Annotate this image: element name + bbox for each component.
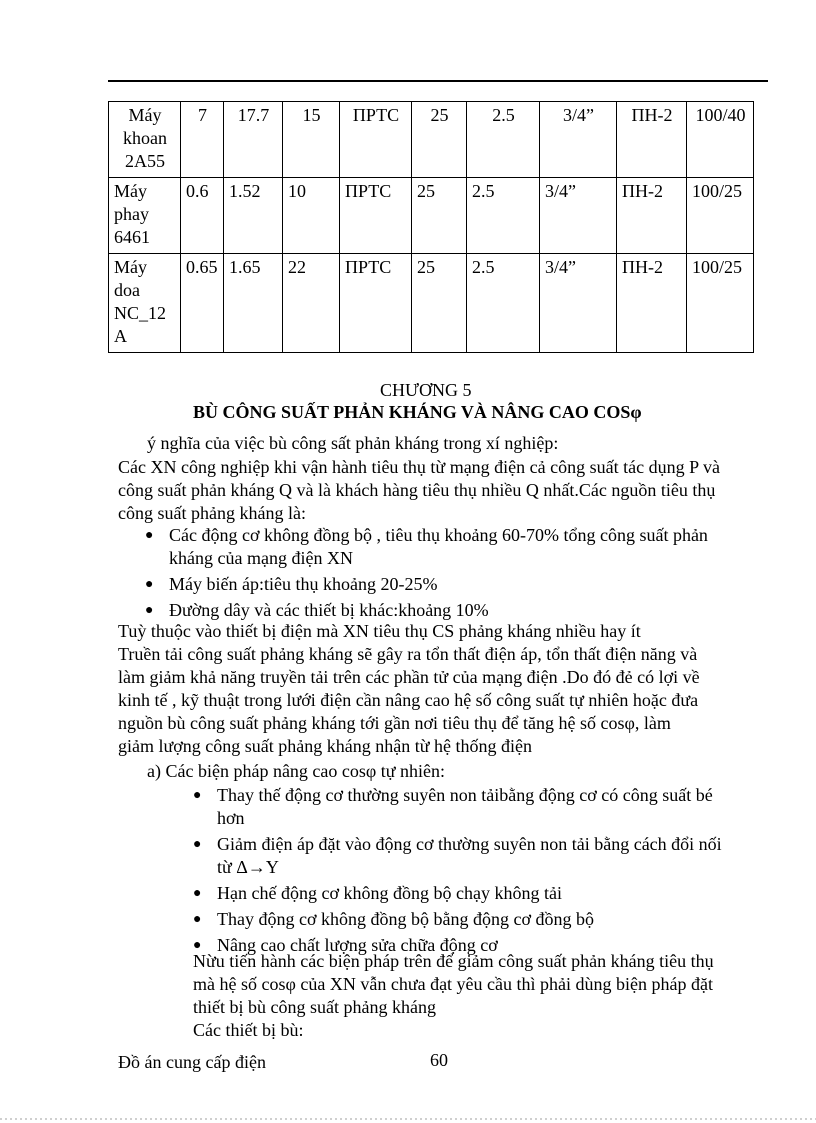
bullet-dot-icon: ● (193, 886, 202, 901)
table-cell: ПН-2 (617, 102, 687, 178)
table-cell: 2.5 (467, 254, 540, 353)
table-cell: 2.5 (467, 102, 540, 178)
table-cell: 25 (412, 254, 467, 353)
table-cell: 22 (283, 254, 340, 353)
subheading-a: a) Các biện pháp nâng cao cosφ tự nhiên: (147, 761, 446, 781)
table-cell: 2.5 (467, 178, 540, 254)
bullet-item-text: Nâng cao chất lượng sửa chữa động cơ (217, 935, 498, 955)
table-cell: ПРТС (340, 102, 412, 178)
paragraph-line: thiết bị bù công suất phảng kháng (193, 997, 436, 1017)
table-cell: ПРТС (340, 254, 412, 353)
header-rule (108, 80, 768, 82)
bullet-item-text: Các động cơ không đồng bộ , tiêu thụ khoảng 60-70% tổng công suất phản (169, 525, 708, 545)
table-cell: 7 (181, 102, 224, 178)
table-cell: ПРТС (340, 178, 412, 254)
table-cell: 25 (412, 178, 467, 254)
table-cell: 0.65 (181, 254, 224, 353)
table-cell: ПН-2 (617, 254, 687, 353)
bullet-item-text: từ Δ→Y (217, 857, 279, 877)
paragraph-line: Nừu tiến hành các biện pháp trên để giảm công suất phản kháng tiêu thụ (193, 951, 714, 971)
bullet-item-text: Thay động cơ không đồng bộ bằng động cơ đồng bộ (217, 909, 594, 929)
paragraph-line: nguồn bù công suất phảng kháng tới gần nơi tiêu thụ để tăng hệ số cosφ, làm (118, 713, 671, 733)
table-row (109, 102, 754, 178)
table-cell: 0.6 (181, 178, 224, 254)
bullet-item-text: Đường dây và các thiết bị khác:khoảng 10% (169, 600, 489, 620)
table-cell: 100/25 (687, 254, 754, 353)
table-cell: 100/25 (687, 178, 754, 254)
bullet-dot-icon: ● (145, 528, 154, 543)
bullet-dot-icon: ● (145, 603, 154, 618)
paragraph-line: Truền tải công suất phảng kháng sẽ gây ra tổn thất điện áp, tổn thất điện năng và (118, 644, 698, 664)
machine-name-cell: Máy phay 6461 (109, 178, 181, 254)
paragraph-line: mà hệ số cosφ của XN vẫn chưa đạt yêu cầu thì phải dùng biện pháp đặt (193, 974, 713, 994)
table-row (109, 178, 754, 254)
equipment-table (108, 101, 754, 353)
intro-line: ý nghĩa của việc bù công sất phản kháng trong xí nghiệp: (147, 433, 559, 453)
table-cell: ПН-2 (617, 178, 687, 254)
machine-name-cell: Máy khoan 2A55 (109, 102, 181, 178)
table-cell: 100/40 (687, 102, 754, 178)
table-row (109, 254, 754, 353)
bullet-item-text: Giảm điện áp đặt vào động cơ thường suyên non tải bằng cách đổi nối (217, 834, 722, 854)
bullet-dot-icon: ● (193, 912, 202, 927)
machine-name-cell: Máy doa NC_12 A (109, 254, 181, 353)
table-cell: 25 (412, 102, 467, 178)
table-cell: 15 (283, 102, 340, 178)
footer-title: Đồ án cung cấp điện (118, 1052, 266, 1072)
page-number: 60 (430, 1050, 448, 1070)
bullet-dot-icon: ● (193, 788, 202, 803)
chapter-title (193, 401, 642, 424)
paragraph-line: công suất phảng kháng là: (118, 503, 306, 523)
bullet-item-text: hơn (217, 808, 245, 828)
table-cell: 17.7 (224, 102, 283, 178)
paragraph-line: kinh tế , kỹ thuật trong lưới điện cần nâng cao hệ số công suất tự nhiên hoặc đưa (118, 690, 699, 710)
paragraph-line: Các XN công nghiệp khi vận hành tiêu thụ từ mạng điện cả công suất tác dụng P và (118, 457, 720, 477)
bullet-item-text: Thay thế động cơ thường suyên non tảibằng động cơ có công suất bé (217, 785, 713, 805)
bullet-dot-icon: ● (193, 837, 202, 852)
bullet-item-text: Máy biến áp:tiêu thụ khoảng 20-25% (169, 574, 438, 594)
table-cell: 3/4” (540, 254, 617, 353)
paragraph-line: làm giảm khả năng truyền tải trên các phần tử của mạng điện .Do đó đẻ có lợi về (118, 667, 700, 687)
table-cell: 10 (283, 178, 340, 254)
paragraph-line: Tuỳ thuộc vào thiết bị điện mà XN tiêu thụ CS phảng kháng nhiều hay ít (118, 621, 641, 641)
table-cell: 1.52 (224, 178, 283, 254)
page-edge (0, 1118, 816, 1120)
paragraph-line: công suất phản kháng Q và là khách hàng tiêu thụ nhiều Q nhất.Các nguồn tiêu thụ (118, 480, 716, 500)
bullet-item-text: kháng của mạng điện XN (169, 548, 353, 568)
table-cell: 3/4” (540, 102, 617, 178)
table-cell: 3/4” (540, 178, 617, 254)
paragraph-line: Các thiết bị bù: (193, 1020, 304, 1040)
bullet-dot-icon: ● (145, 577, 154, 592)
chapter-label: CHƯƠNG 5 (380, 380, 472, 400)
bullet-dot-icon: ● (193, 938, 202, 953)
table-cell: 1.65 (224, 254, 283, 353)
chapter-title-text: BÙ CÔNG SUẤT PHẢN KHÁNG VÀ NÂNG CAO COSφ (193, 402, 642, 422)
bullet-item-text: Hạn chế động cơ không đồng bộ chạy không tải (217, 883, 562, 903)
paragraph-line: giảm lượng công suất phảng kháng nhận từ hệ thống điện (118, 736, 532, 756)
